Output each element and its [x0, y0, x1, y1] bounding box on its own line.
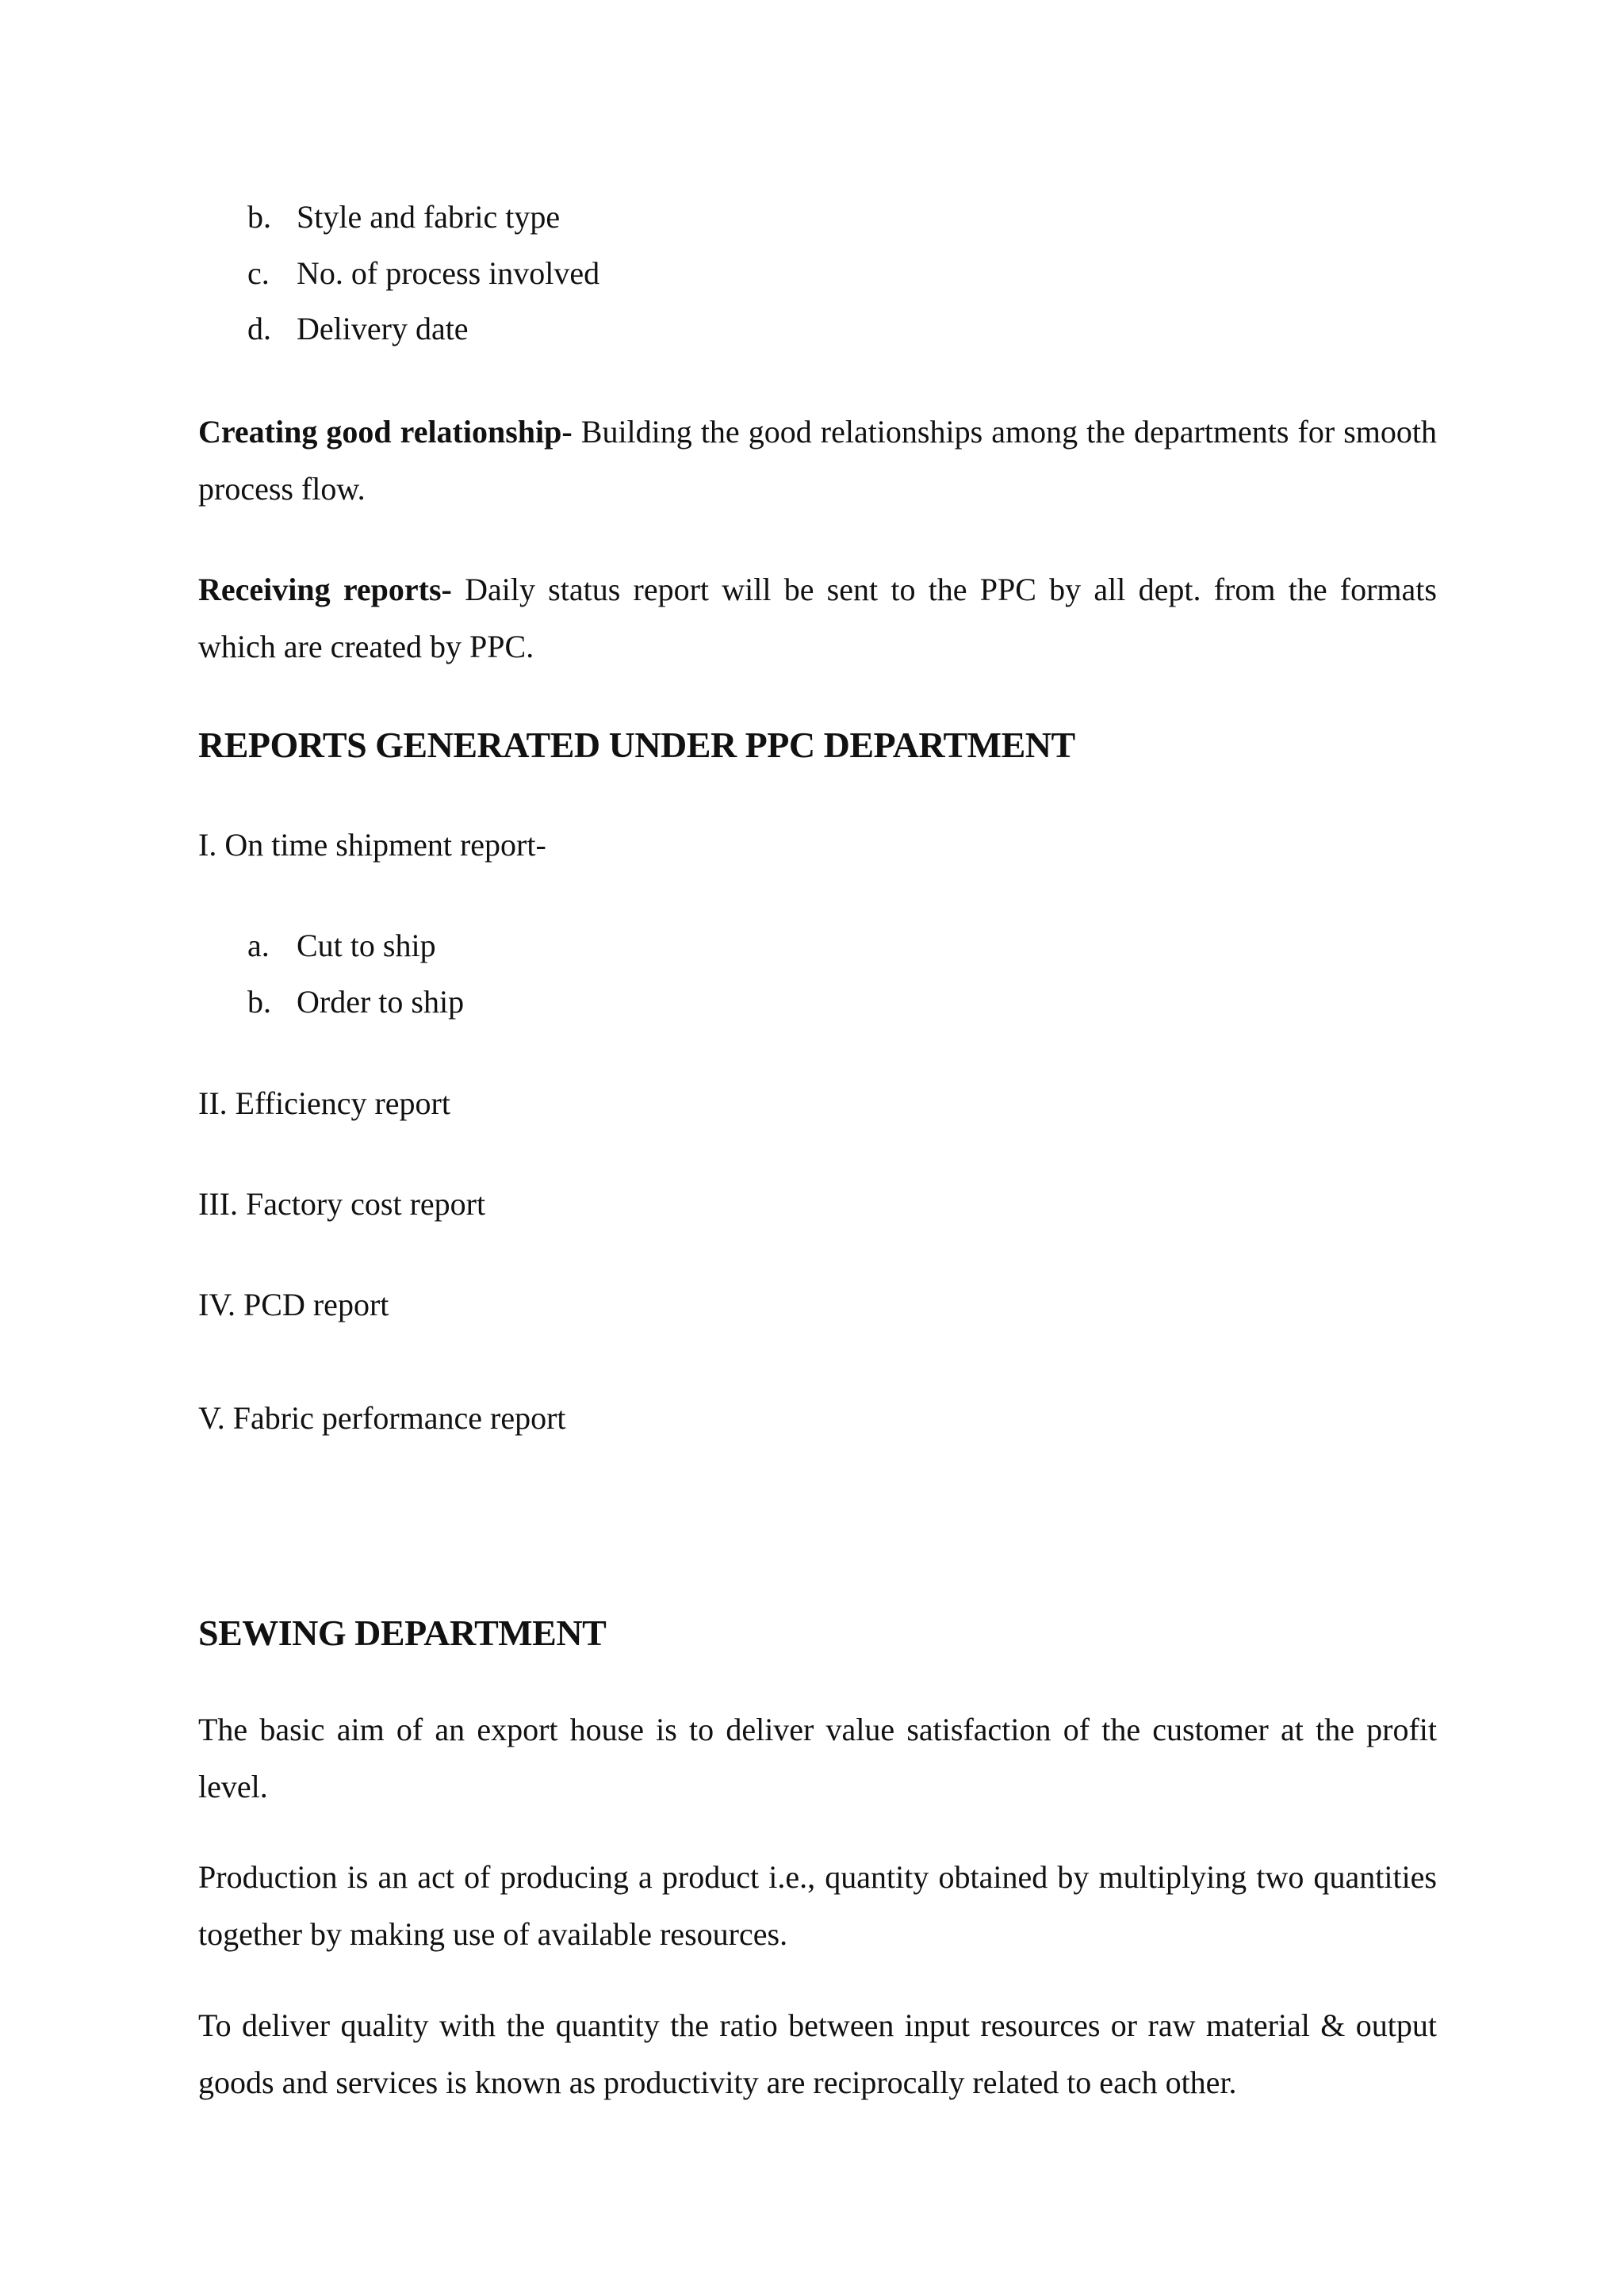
- receiving-reports-text: Daily status report will be sent to the PPC by all dept. from the formats which are created by PPC.: [198, 572, 1437, 664]
- list-item: [247, 198, 560, 236]
- reports-heading: REPORTS GENERATED UNDER PPC DEPARTMENT: [198, 725, 1075, 765]
- list-item-text: Order to ship: [297, 984, 465, 1020]
- list-item: [247, 983, 464, 1021]
- sewing-paragraph: The basic aim of an export house is to deliver value satisfaction of the customer at the profit level.: [198, 1712, 1437, 1804]
- document-page: [198, 0, 1437, 2296]
- creating-relationship-text: Building the good relationships among the departments for smooth process flow.: [198, 414, 1437, 507]
- list-item-text: Delivery date: [297, 311, 469, 346]
- sewing-heading: SEWING DEPARTMENT: [198, 1613, 607, 1653]
- report-item: III. Factory cost report: [198, 1186, 486, 1222]
- list-item: [247, 927, 436, 965]
- sewing-paragraph: Production is an act of producing a product i.e., quantity obtained by multiplying two quantities together by making use of available resources.: [198, 1859, 1437, 1952]
- report-item: V. Fabric performance report: [198, 1400, 566, 1436]
- report-item: I. On time shipment report-: [198, 827, 546, 863]
- list-item-text: Cut to ship: [297, 928, 436, 963]
- report-item: IV. PCD report: [198, 1287, 389, 1322]
- receiving-reports-label: Receiving reports-: [198, 572, 452, 607]
- list-item-text: No. of process involved: [297, 255, 600, 291]
- creating-relationship-label: Creating good relationship-: [198, 414, 573, 450]
- list-marker: a.: [247, 928, 270, 963]
- list-item-text: Style and fabric type: [297, 199, 561, 235]
- receiving-reports-paragraph: [198, 561, 1437, 675]
- list-item: [247, 310, 469, 348]
- list-marker: b.: [247, 199, 271, 235]
- sewing-paragraph: To deliver quality with the quantity the ratio between input resources or raw material & output goods and services is known as productivity are reciprocally related to each other.: [198, 2007, 1437, 2100]
- report-item: II. Efficiency report: [198, 1085, 450, 1121]
- creating-relationship-paragraph: [198, 404, 1437, 518]
- list-marker: d.: [247, 311, 271, 346]
- list-marker: b.: [247, 984, 271, 1020]
- list-marker: c.: [247, 255, 270, 291]
- list-item: [247, 254, 599, 293]
